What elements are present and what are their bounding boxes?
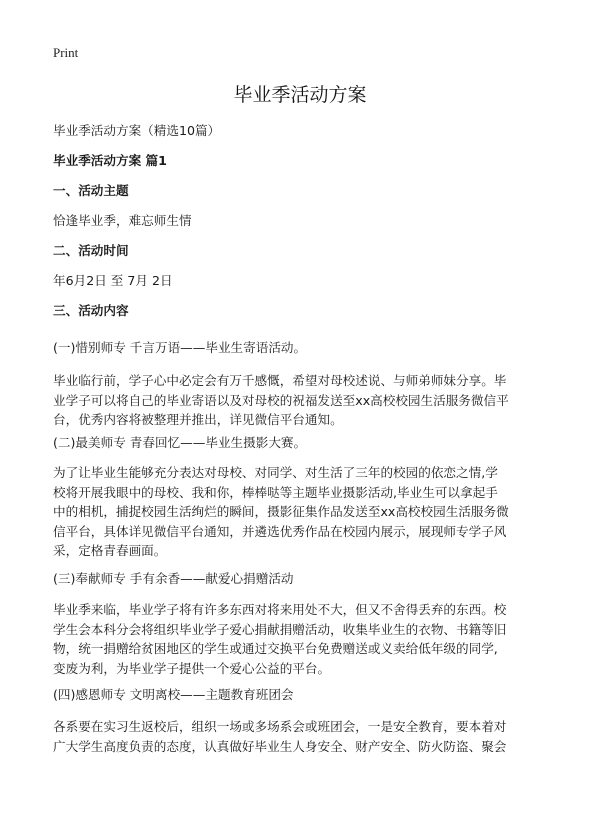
section-heading-time: 二、活动时间: [53, 243, 129, 258]
section-text-theme: 恰逢毕业季，难忘师生情: [53, 213, 192, 228]
paragraph-line: 业学子可以将自己的毕业寄语以及对母校的祝福发送至xx高校校园生活服务微信平: [53, 392, 509, 408]
section-heading-theme: 一、活动主题: [53, 183, 129, 198]
paragraph-line: 采，定格青春画面。: [53, 543, 167, 558]
paragraph-line: 台，优秀内容将被整理并推出，详见微信平台通知。: [53, 412, 343, 427]
content-item-paragraph: [53, 717, 549, 756]
paragraph-line: 为了让毕业生能够充分表达对母校、对同学、对生活了三年的校园的依恋之情,学: [53, 465, 498, 480]
paragraph-line: 信平台，具体详见微信平台通知，并遴选优秀作品在校园内展示，展现师专学子风: [53, 523, 507, 539]
paragraph-line: 各系要在实习生返校后，组织一场或多场系会或班团会，一是安全教育，要本着对: [53, 719, 507, 734]
content-item-heading: (二)最美师专 青春回忆——毕业生摄影大赛。: [53, 435, 307, 450]
chapter-heading: 毕业季活动方案 篇1: [53, 153, 167, 168]
content-item-heading: (三)奉献师专 手有余香——献爱心捐赠活动: [53, 571, 294, 586]
paragraph-line: 毕业季来临，毕业学子将有许多东西对将来用处不大，但又不舍得丢弃的东西。校: [53, 602, 507, 617]
content-item-heading: (一)惜别师专 千言万语——毕业生寄语活动。: [53, 340, 307, 355]
paragraph-line: 广大学生高度负责的态度，认真做好毕业生人身安全、财产安全、防火防盗、聚会: [53, 738, 507, 754]
content-item-heading: (四)感恩师专 文明离校——主题教育班团会: [53, 687, 294, 702]
print-link[interactable]: Print: [53, 45, 79, 60]
paragraph-line: 毕业临行前，学子心中必定会有万千感慨，希望对母校述说、与师弟师妹分享。毕: [53, 373, 507, 388]
content-item-paragraph: [53, 600, 549, 678]
paragraph-line: 学生会本科分会将组织毕业学子爱心捐献捐赠活动，收集毕业生的衣物、书籍等旧: [53, 621, 507, 637]
paragraph-line: 中的相机，捕捉校园生活绚烂的瞬间，摄影征集作品发送至xx高校校园生活服务微: [53, 504, 509, 519]
content-item-paragraph: [53, 463, 549, 561]
document-subtitle: 毕业季活动方案（精选10篇）: [53, 123, 221, 138]
paragraph-line: 校将开展我眼中的母校、我和你，棒棒哒等主题毕业摄影活动,毕业生可以拿起手: [53, 484, 498, 500]
paragraph-line: 变废为利，为毕业学子提供一个爱心公益的平台。: [53, 660, 331, 676]
section-heading-content: 三、活动内容: [53, 303, 129, 318]
section-text-time: 年6月2日 至 7月 2日: [53, 273, 173, 288]
paragraph-line: 物，统一捐赠给贫困地区的学生或通过交换平台免费赠送或义卖给低年级的同学,: [53, 641, 498, 656]
content-item-paragraph: [53, 371, 549, 430]
document-title: 毕业季活动方案: [233, 84, 367, 106]
